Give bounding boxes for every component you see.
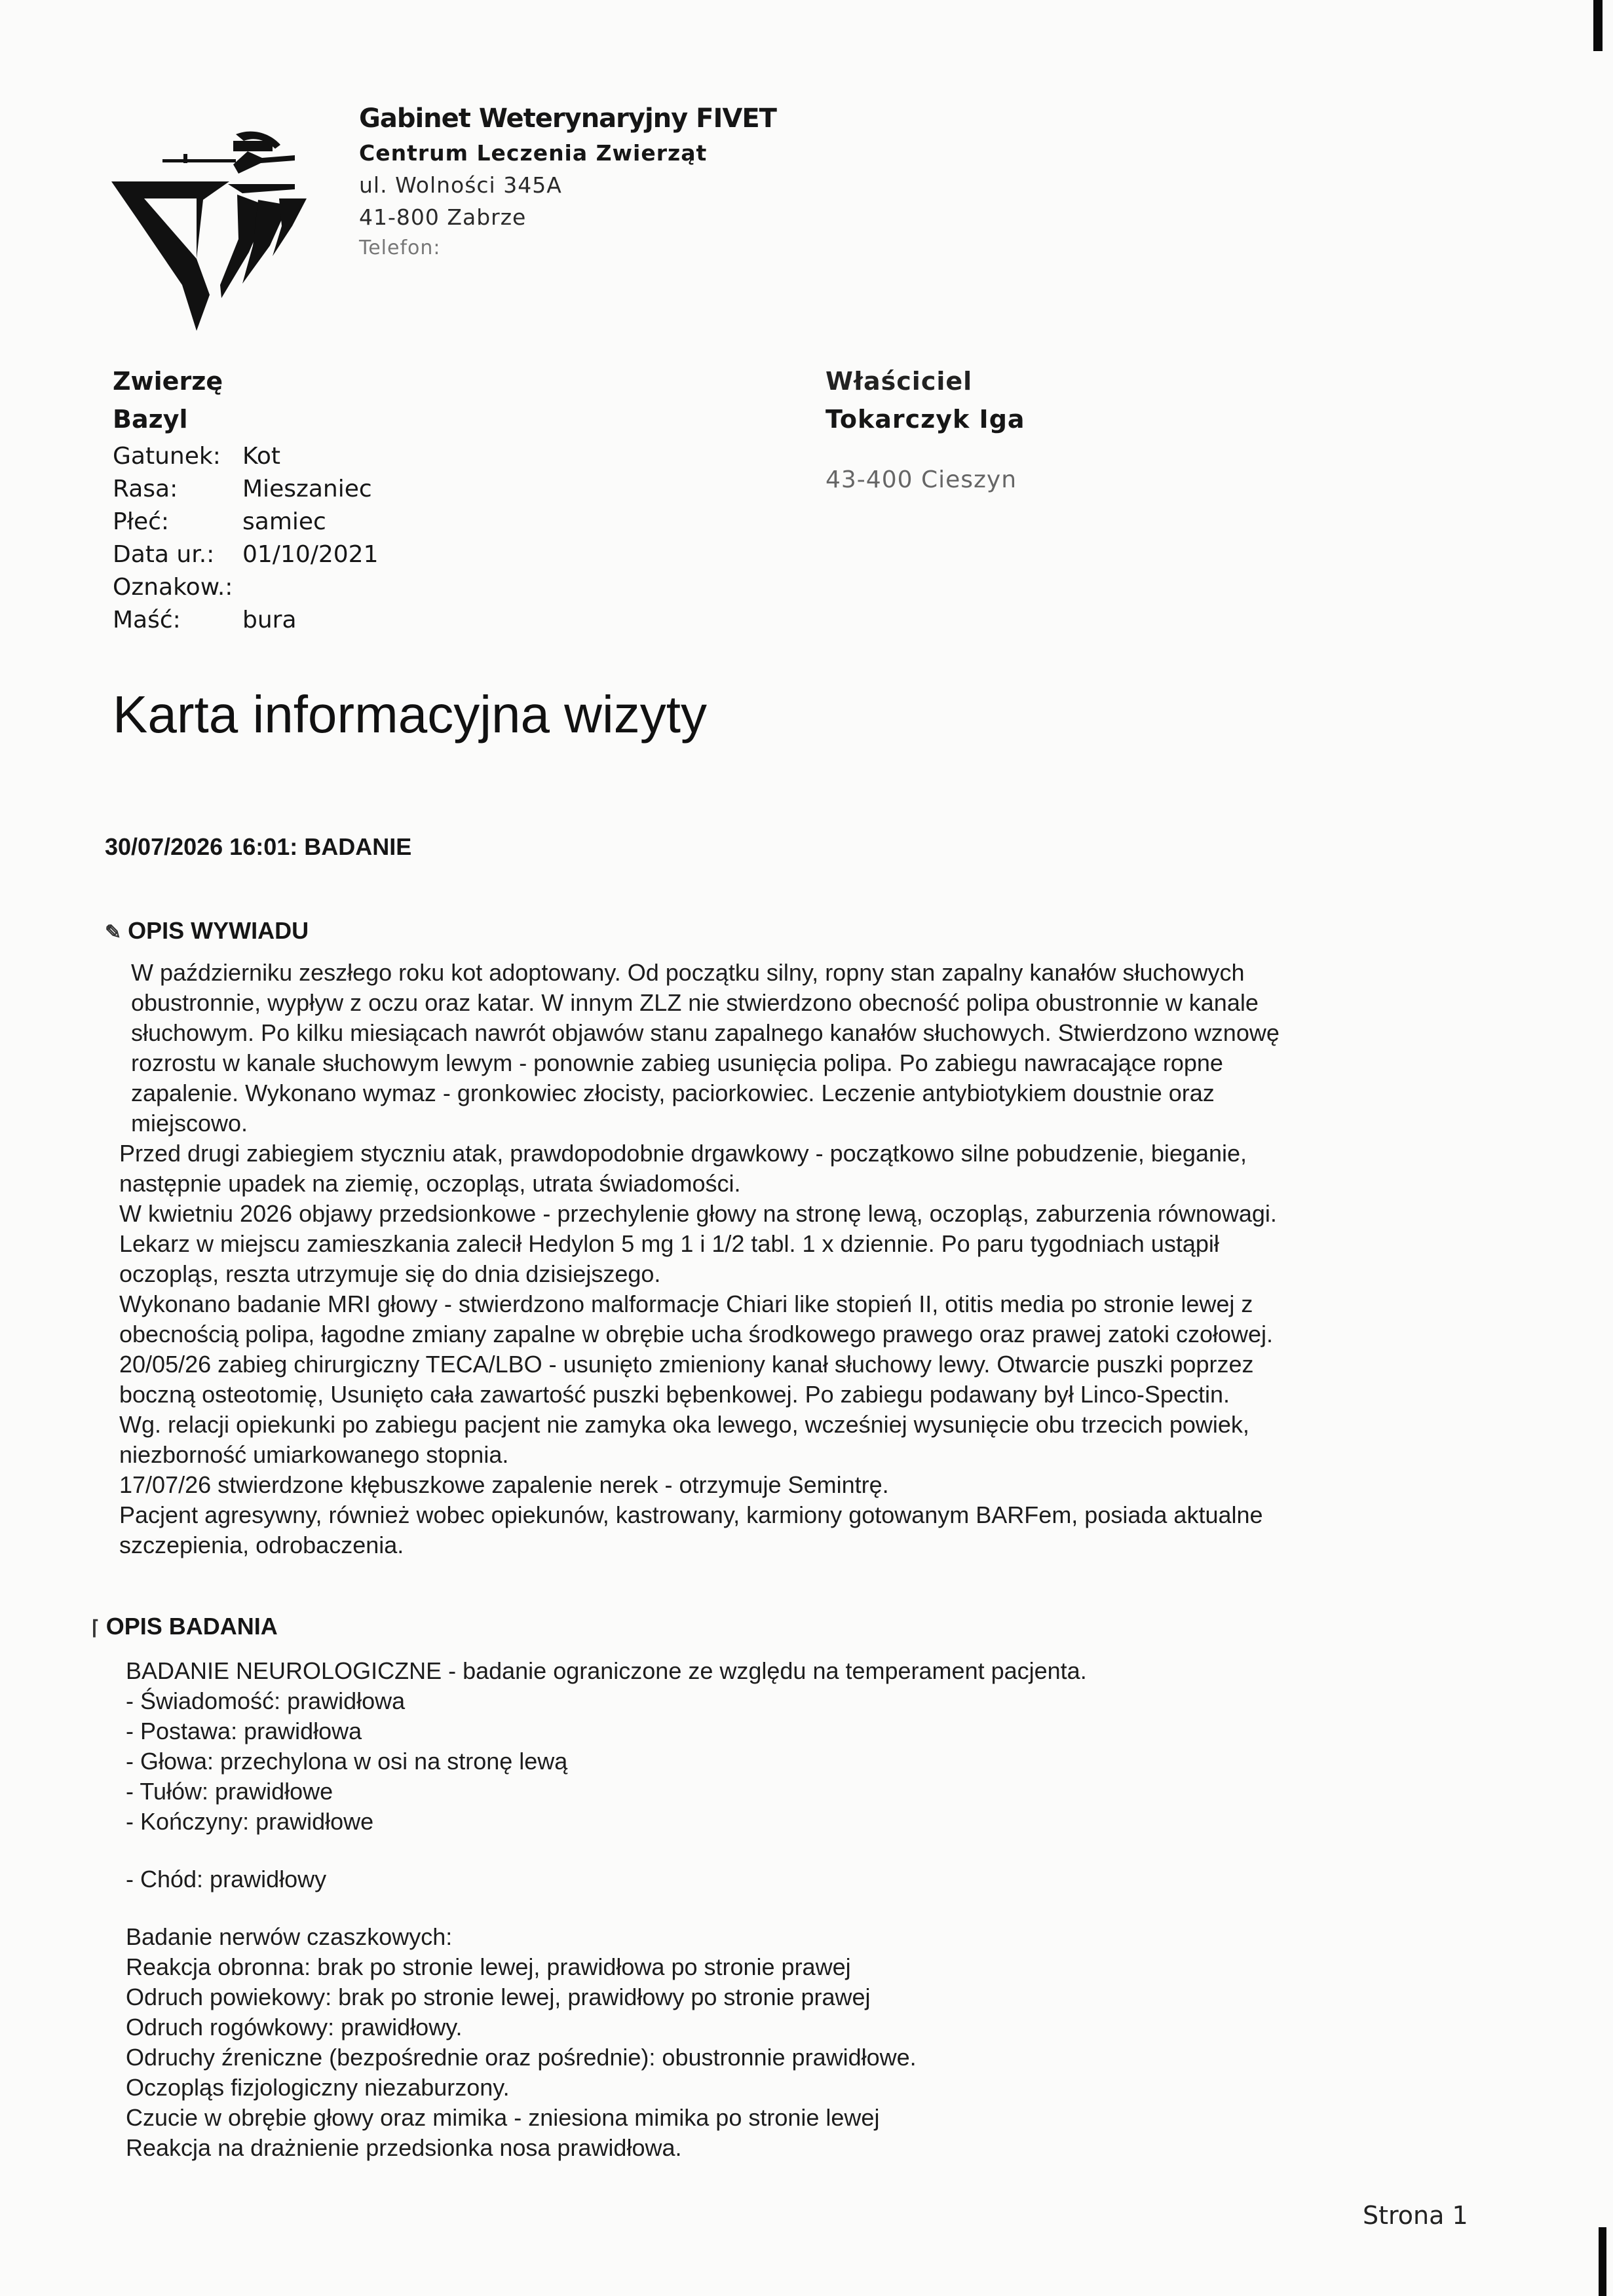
exam-line: Czucie w obrębie głowy oraz mimika - zniesiona mimika po stronie lewej: [126, 2104, 880, 2131]
owner-address: 43-400 Cieszyn: [825, 466, 1017, 493]
field-value: 01/10/2021: [242, 541, 379, 568]
animal-field-marking: [113, 571, 233, 604]
field-label: Maść:: [113, 607, 181, 633]
animal-field-sex: [113, 506, 326, 538]
exam-heading-label: OPIS BADANIA: [105, 1613, 278, 1640]
history-line: obecnością polipa, łagodne zmiany zapalne w obrębie ucha środkowego prawego oraz prawej zatoki czołowej.: [119, 1321, 1274, 1347]
history-line: 17/07/26 stwierdzone kłębuszkowe zapalenie nerek - otrzymuje Semintrę.: [119, 1471, 889, 1498]
history-line: oczopląs, reszta utrzymuje się do dnia dzisiejszego.: [119, 1260, 661, 1287]
clinic-name: Gabinet Weterynaryjny FIVET: [359, 104, 776, 134]
animal-field-birthdate: [113, 538, 379, 571]
history-line: Wg. relacji opiekunki po zabiegu pacjent nie zamyka oka lewego, wcześniej wysunięcie obu trzecich powiek,: [119, 1411, 1249, 1438]
clinic-header: [359, 104, 776, 259]
clinic-street: ul. Wolności 345A: [359, 172, 562, 198]
history-line: boczną osteotomię, Usunięto cała zawartość puszki bębenkowej. Po zabiegu podawany był Linco-Spectin.: [119, 1381, 1230, 1408]
exam-line: - Świadomość: prawidłowa: [126, 1687, 406, 1714]
history-section-heading: [105, 917, 309, 945]
history-line: Przed drugi zabiegiem styczniu atak, prawdopodobnie drgawkowy - początkowo silne pobudzenie, bieganie,: [119, 1140, 1247, 1167]
pen-paper-icon: ✎: [105, 922, 122, 943]
field-value: samiec: [242, 508, 326, 535]
exam-line: - Chód: prawidłowy: [126, 1866, 327, 1892]
history-line: 20/05/26 zabieg chirurgiczny TECA/LBO - usunięto zmieniony kanał słuchowy lewy. Otwarcie puszki poprzez: [119, 1351, 1254, 1378]
field-label: Płeć:: [113, 508, 170, 535]
exam-line: Odruch rogówkowy: prawidłowy.: [126, 2014, 463, 2041]
stethoscope-icon: ⌈: [92, 1617, 100, 1639]
owner-name: Tokarczyk Iga: [825, 405, 1025, 434]
history-line: Lekarz w miejscu zamieszkania zalecił Hedylon 5 mg 1 i 1/2 tabl. 1 x dziennie. Po paru tygodniach ustąpił: [119, 1230, 1219, 1257]
exam-line: Oczopląs fizjologiczny niezaburzony.: [126, 2074, 510, 2101]
history-line: Wykonano badanie MRI głowy - stwierdzono malformacje Chiari like stopień II, otitis media po stronie lewej z: [119, 1290, 1253, 1317]
animal-heading: Zwierzę: [113, 367, 223, 396]
animal-field-color: [113, 604, 297, 637]
exam-line: BADANIE NEUROLOGICZNE - badanie ograniczone ze względu na temperament pacjenta.: [126, 1657, 1087, 1684]
clinic-subtitle: Centrum Leczenia Zwierząt: [359, 140, 708, 166]
exam-text: [126, 1656, 1087, 2163]
clinic-phone-label: Telefon:: [359, 236, 441, 259]
exam-line: Badanie nerwów czaszkowych:: [126, 1923, 453, 1950]
exam-line: Reakcja na drażnienie przedsionka nosa prawidłowa.: [126, 2134, 682, 2161]
exam-line: Odruchy źreniczne (bezpośrednie oraz pośrednie): obustronnie prawidłowe.: [126, 2044, 917, 2071]
clinic-city: 41-800 Zabrze: [359, 204, 527, 230]
history-line: rozrostu w kanale słuchowym lewym - ponownie zabieg usunięcia polipa. Po zabiegu nawracające ropne: [131, 1049, 1223, 1076]
history-line: W październiku zeszłego roku kot adoptowany. Od początku silny, ropny stan zapalny kanałów słuchowych: [131, 959, 1245, 986]
exam-line: - Postawa: prawidłowa: [126, 1718, 362, 1744]
history-line: szczepienia, odrobaczenia.: [119, 1532, 404, 1558]
scan-edge-mark-top: [1593, 0, 1603, 51]
history-line: następnie upadek na ziemię, oczopląs, utrata świadomości.: [119, 1170, 741, 1197]
owner-heading: Właściciel: [825, 367, 973, 396]
field-label: Oznakow.:: [113, 574, 233, 601]
animal-name: Bazyl: [113, 405, 188, 434]
history-line: obustronnie, wypływ z oczu oraz katar. W innym ZLZ nie stwierdzono obecność polipa obustronnie w kanale: [131, 989, 1259, 1016]
document-title: Karta informacyjna wizyty: [113, 685, 707, 743]
exam-section-heading: [92, 1613, 278, 1640]
history-line: słuchowym. Po kilku miesiącach nawrót objawów stanu zapalnego kanałów słuchowych. Stwierdzono wznowę: [131, 1019, 1280, 1046]
clinic-logo: [98, 121, 334, 337]
field-label: Rasa:: [113, 476, 178, 502]
field-value: Mieszaniec: [242, 476, 372, 502]
exam-line: - Tułów: prawidłowe: [126, 1778, 333, 1805]
history-text: [119, 958, 1280, 1560]
scan-edge-mark-bottom: [1599, 2227, 1606, 2296]
field-value: bura: [242, 607, 297, 633]
history-line: niezborność umiarkowanego stopnia.: [119, 1441, 509, 1468]
owner-info: [825, 367, 1025, 493]
field-label: Data ur.:: [113, 541, 215, 568]
page-number: Strona 1: [1363, 2201, 1468, 2230]
spacer: [126, 1894, 1087, 1922]
exam-line: - Kończyny: prawidłowe: [126, 1808, 374, 1835]
animal-info: [113, 367, 379, 637]
exam-line: - Głowa: przechylona w osi na stronę lewą: [126, 1748, 568, 1775]
visit-header: 30/07/2026 16:01: BADANIE: [105, 833, 412, 860]
exam-line: Reakcja obronna: brak po stronie lewej, prawidłowa po stronie prawej: [126, 1953, 851, 1980]
history-line: W kwietniu 2026 objawy przedsionkowe - przechylenie głowy na stronę lewą, oczopląs, zaburzenia równowagi.: [119, 1200, 1277, 1227]
animal-field-species: [113, 440, 280, 473]
spacer: [126, 1837, 1087, 1864]
history-line: miejscowo.: [131, 1110, 248, 1137]
animal-field-breed: [113, 473, 372, 506]
history-line: zapalenie. Wykonano wymaz - gronkowiec złocisty, paciorkowiec. Leczenie antybiotykiem doustnie oraz: [131, 1080, 1215, 1106]
exam-line: Odruch powiekowy: brak po stronie lewej, prawidłowy po stronie prawej: [126, 1984, 871, 2010]
field-value: Kot: [242, 443, 280, 470]
history-heading-label: OPIS WYWIADU: [128, 917, 309, 944]
field-label: Gatunek:: [113, 443, 221, 470]
history-line: Pacjent agresywny, również wobec opiekunów, kastrowany, karmiony gotowanym BARFem, posiada aktualne: [119, 1501, 1263, 1528]
